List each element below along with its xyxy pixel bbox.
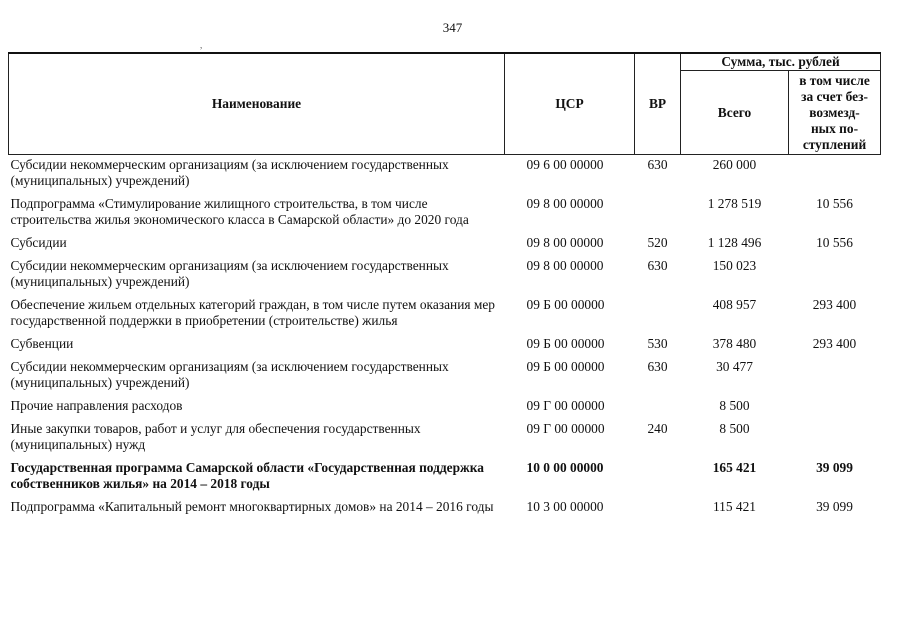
cell-total: 260 000: [712, 157, 757, 172]
cell-name: Обеспечение жильем отдельных категорий граждан, в том числе путем оказания мер государственной поддержки в приобретении (строительстве) жилья: [10, 297, 495, 328]
cell-csr: 09 8 00 00000: [526, 235, 604, 250]
cell-csr: 09 6 00 00000: [526, 157, 604, 172]
cell-name: Субсидии некоммерческим организациям (за исключением государственных (муниципальных) учреждений): [10, 258, 449, 289]
cell-free: 39 099: [816, 499, 853, 514]
cell-name: Подпрограмма «Стимулирование жилищного строительства, в том числе строительства жилья экономического класса в Самарской области» до 2020 года: [10, 196, 469, 227]
table-row: [9, 255, 881, 294]
table-row: [9, 496, 881, 519]
cell-vr: [635, 193, 681, 232]
cell-vr: 630: [647, 157, 668, 172]
table-row: [9, 418, 881, 457]
cell-csr: 09 Г 00 00000: [526, 421, 605, 436]
cell-vr: [635, 457, 681, 496]
cell-vr: 630: [647, 359, 668, 374]
cell-name: Субвенции: [10, 336, 74, 351]
cell-free: 293 400: [812, 336, 857, 351]
cell-vr: 530: [647, 336, 668, 351]
cell-total: 165 421: [712, 460, 757, 475]
cell-free: [789, 155, 881, 194]
table-row: [9, 294, 881, 333]
cell-free: [789, 356, 881, 395]
cell-total: 1 278 519: [707, 196, 762, 211]
cell-total: 408 957: [712, 297, 757, 312]
page-number: 347: [442, 20, 463, 35]
table-header: [9, 53, 881, 155]
cell-free: 39 099: [816, 460, 853, 475]
table-row: [9, 193, 881, 232]
cell-csr: 09 Б 00 00000: [526, 336, 605, 351]
table-row: [9, 232, 881, 255]
stray-mark: ,: [200, 40, 203, 50]
table-row: [9, 155, 881, 194]
cell-free: [789, 418, 881, 457]
cell-total: 1 128 496: [707, 235, 762, 250]
cell-vr: [635, 294, 681, 333]
cell-csr: 09 8 00 00000: [526, 258, 604, 273]
cell-vr: 520: [647, 235, 668, 250]
cell-total: 8 500: [719, 398, 750, 413]
cell-vr: [635, 496, 681, 519]
cell-total: 8 500: [719, 421, 750, 436]
header-csr: ЦСР: [505, 53, 635, 155]
cell-vr: [635, 395, 681, 418]
cell-free: [789, 395, 881, 418]
table-row: [9, 356, 881, 395]
table-row: [9, 395, 881, 418]
table-row: [9, 333, 881, 356]
cell-vr: 630: [647, 258, 668, 273]
header-total: Всего: [681, 71, 789, 155]
cell-name: Государственная программа Самарской области «Государственная поддержка собственников жилья» на 2014 – 2018 годы: [10, 460, 484, 491]
cell-free: 293 400: [812, 297, 857, 312]
cell-csr: 09 Б 00 00000: [526, 359, 605, 374]
table-body: [9, 155, 881, 520]
header-sum: Сумма, тыс. рублей: [681, 53, 881, 71]
cell-name: Прочие направления расходов: [10, 398, 183, 413]
cell-total: 150 023: [712, 258, 757, 273]
cell-csr: 10 0 00 00000: [526, 460, 604, 475]
cell-name: Субсидии: [10, 235, 67, 250]
cell-csr: 09 8 00 00000: [526, 196, 604, 211]
cell-total: 30 477: [716, 359, 753, 374]
cell-free: [789, 255, 881, 294]
budget-table: [8, 52, 881, 519]
cell-name: Иные закупки товаров, работ и услуг для обеспечения государственных (муниципальных) нужд: [10, 421, 421, 452]
cell-total: 115 421: [712, 499, 757, 514]
table-row: [9, 457, 881, 496]
cell-free: 10 556: [816, 235, 853, 250]
cell-vr: 240: [647, 421, 668, 436]
cell-total: 378 480: [712, 336, 757, 351]
cell-name: Подпрограмма «Капитальный ремонт многоквартирных домов» на 2014 – 2016 годы: [10, 499, 494, 514]
header-free: в том числе за счет без- возмезд- ных по- ступлений: [789, 71, 881, 155]
cell-name: Субсидии некоммерческим организациям (за исключением государственных (муниципальных) учреждений): [10, 359, 449, 390]
cell-name: Субсидии некоммерческим организациям (за исключением государственных (муниципальных) учреждений): [10, 157, 449, 188]
cell-free: 10 556: [816, 196, 853, 211]
cell-csr: 09 Б 00 00000: [526, 297, 605, 312]
header-vr: ВР: [635, 53, 681, 155]
header-name: Наименование: [9, 53, 505, 155]
cell-csr: 09 Г 00 00000: [526, 398, 605, 413]
cell-csr: 10 3 00 00000: [526, 499, 604, 514]
